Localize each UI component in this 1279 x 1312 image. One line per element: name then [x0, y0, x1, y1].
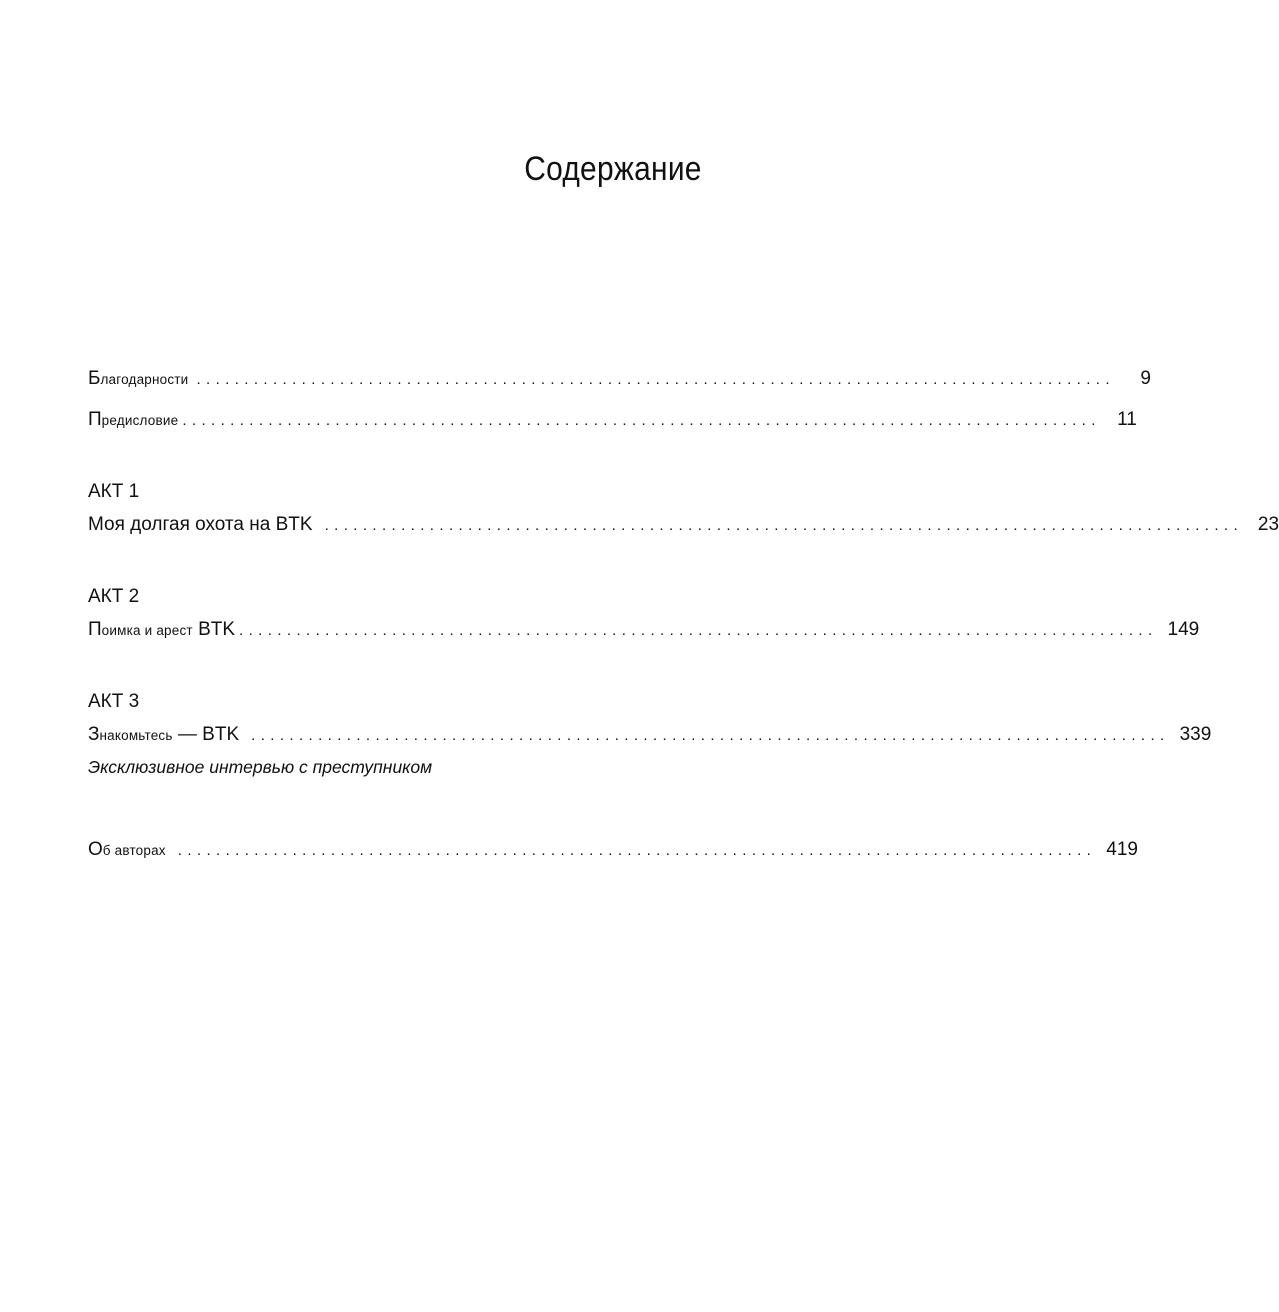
toc-entry-preface[interactable]: [88, 407, 1137, 433]
toc-entry-page: 23: [1257, 514, 1279, 535]
act-2-heading: АКТ 2: [88, 586, 140, 607]
act-1-heading: АКТ 1: [88, 481, 140, 502]
dot-leader: ................................................................................................: [239, 622, 1158, 639]
toc-entry-page: 339: [1179, 724, 1212, 745]
toc-entry-acknowledgements[interactable]: [88, 366, 1151, 392]
toc-entry-label: Поимка и арест BTK: [88, 619, 236, 640]
toc-entry-page: 419: [1106, 839, 1138, 860]
toc-entry-subtitle: Эксклюзивное интервью с преступником: [88, 757, 433, 777]
toc-entry-long-hunt[interactable]: [88, 512, 1279, 538]
dot-leader: ................................................................................................: [182, 412, 1101, 429]
toc-entry-meet-btk[interactable]: [88, 722, 1212, 748]
toc-entry-label: Благодарности: [88, 368, 189, 389]
toc-entry-capture[interactable]: [88, 617, 1200, 643]
toc-entry-label: Знакомьтесь — BTK: [88, 724, 240, 745]
act-3-heading: АКТ 3: [88, 691, 140, 712]
toc-entry-page: 11: [1117, 409, 1137, 430]
toc-entry-label: Предисловие: [88, 409, 179, 430]
toc-entry-label: Об авторах: [88, 839, 166, 860]
dot-leader: ................................................................................................: [251, 727, 1170, 744]
dot-leader: ................................................................................................: [196, 371, 1115, 388]
toc-entry-page: 9: [1140, 368, 1151, 389]
dot-leader: ................................................................................................: [177, 842, 1097, 859]
toc-entry-label: Моя долгая охота на BTK: [88, 514, 313, 535]
page-title: Содержание: [524, 150, 702, 188]
dot-leader: ................................................................................................: [324, 517, 1244, 534]
toc-entry-page: 149: [1167, 619, 1200, 640]
toc-entry-about-authors[interactable]: [88, 837, 1138, 863]
